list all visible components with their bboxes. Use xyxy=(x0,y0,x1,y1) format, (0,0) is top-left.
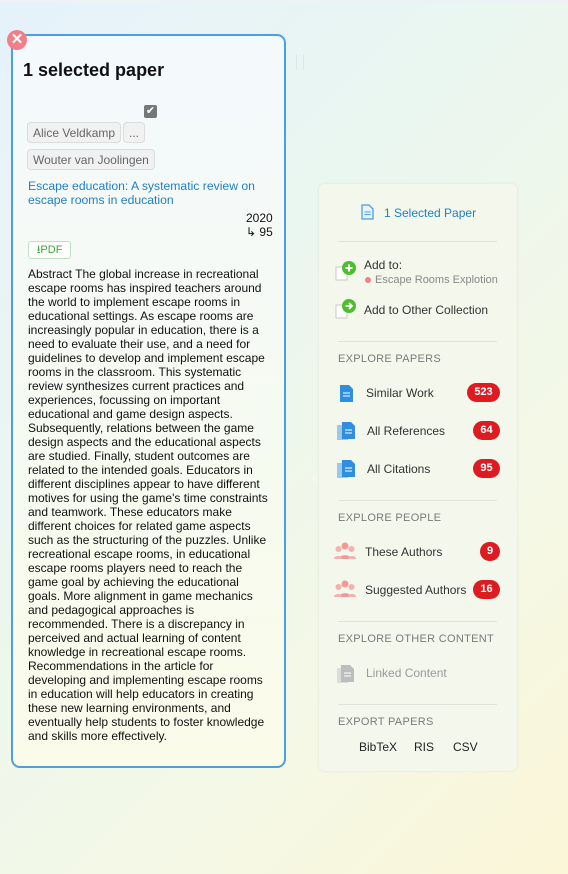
these-authors-item[interactable]: These Authors xyxy=(365,545,443,559)
linked-content-item[interactable]: Linked Content xyxy=(366,666,447,680)
paper-checkbox[interactable]: ✔ xyxy=(145,105,156,117)
divider xyxy=(338,704,497,705)
add-to-label[interactable]: Add to: xyxy=(364,258,403,272)
paper-year: 2020 xyxy=(246,211,273,225)
all-references-icon xyxy=(335,421,357,441)
add-circle-icon xyxy=(335,260,357,282)
close-icon[interactable]: ✕ xyxy=(7,30,27,50)
export-bibtex-button[interactable]: BibTeX xyxy=(359,740,398,754)
paper-abstract: Abstract The global increase in recreational escape rooms has inspired teachers around the world to implement escape rooms in educational settings. As escape rooms are increasingly popular in education, there is a need to evaluate their use, and a need for guidelines to develop and implement escape rooms in the classroom. This systematic review synthesizes current practices and experiences, focussing on important educational and game design aspects. Subsequently, relations between the game design aspects and the educational aspects are studied. Finally, student outcomes are related to the intended goals. Educators in different disciplines appear to have different motives for using the game's time constraints and teamwork. These educators make different choices for related game aspects such as the structuring of the puzzles. Unlike recreational escape rooms, in educational escape rooms players need to reach the game goal by achieving the educational goals. More alignment in game mechanics and pedagogical approaches is recommended. There is a discrepancy in perceived and actual learning of content knowledge in recreational escape rooms. Recommendations in the article for developing and implementing escape rooms in education will help educators in creating these new learning environments, and eventually help students to foster knowledge and skills more effectively. xyxy=(28,267,268,743)
section-explore-people: EXPLORE PEOPLE xyxy=(338,512,442,524)
all-citations-item[interactable]: All Citations xyxy=(367,462,431,476)
all-references-item[interactable]: All References xyxy=(367,424,446,438)
export-csv-button[interactable]: CSV xyxy=(453,740,478,754)
author-chip[interactable]: Alice Veldkamp xyxy=(27,122,121,143)
selection-title: 1 selected paper xyxy=(23,60,165,80)
divider xyxy=(338,621,497,622)
document-icon xyxy=(361,204,374,220)
divider xyxy=(338,241,497,242)
panel-resize-handle[interactable] xyxy=(296,54,304,70)
citations-count-badge: 95 xyxy=(473,459,500,478)
paper-actions-menu xyxy=(319,184,517,771)
paper-title-link[interactable]: Escape education: A systematic review on escape rooms in education xyxy=(28,179,255,207)
people-icon xyxy=(334,542,356,560)
pdf-download-button[interactable]: ⭳PDF xyxy=(28,241,71,259)
more-authors-chip[interactable]: ... xyxy=(123,122,145,143)
selected-paper-header[interactable]: 1 Selected Paper xyxy=(384,206,477,220)
menu-pointer xyxy=(311,471,319,487)
similar-work-item[interactable]: Similar Work xyxy=(366,386,434,400)
divider xyxy=(338,500,497,501)
export-ris-button[interactable]: RIS xyxy=(414,740,435,754)
these-authors-count-badge: 9 xyxy=(480,542,500,561)
top-border xyxy=(0,0,568,3)
similar-work-icon xyxy=(337,383,355,403)
linked-doc-icon xyxy=(336,664,356,684)
all-citations-icon xyxy=(335,459,357,479)
suggested-authors-item[interactable]: Suggested Authors xyxy=(365,583,467,597)
section-export-papers: EXPORT PAPERS xyxy=(338,716,434,728)
people-icon xyxy=(334,580,356,598)
references-count-badge: 64 xyxy=(473,421,500,440)
section-explore-other: EXPLORE OTHER CONTENT xyxy=(338,633,495,645)
author-chip[interactable]: Wouter van Joolingen xyxy=(27,149,155,170)
collection-name[interactable]: Escape Rooms Explotion xyxy=(375,274,498,286)
suggested-authors-count-badge: 16 xyxy=(473,580,500,599)
add-to-other-collection[interactable]: Add to Other Collection xyxy=(364,303,489,317)
similar-work-count-badge: 523 xyxy=(467,383,500,402)
section-explore-papers: EXPLORE PAPERS xyxy=(338,353,442,365)
divider xyxy=(338,341,497,342)
arrow-circle-icon xyxy=(335,298,357,320)
selected-paper-card xyxy=(11,34,286,768)
paper-citation-count: ↳ 95 xyxy=(246,225,273,239)
collection-color-dot xyxy=(365,277,371,283)
